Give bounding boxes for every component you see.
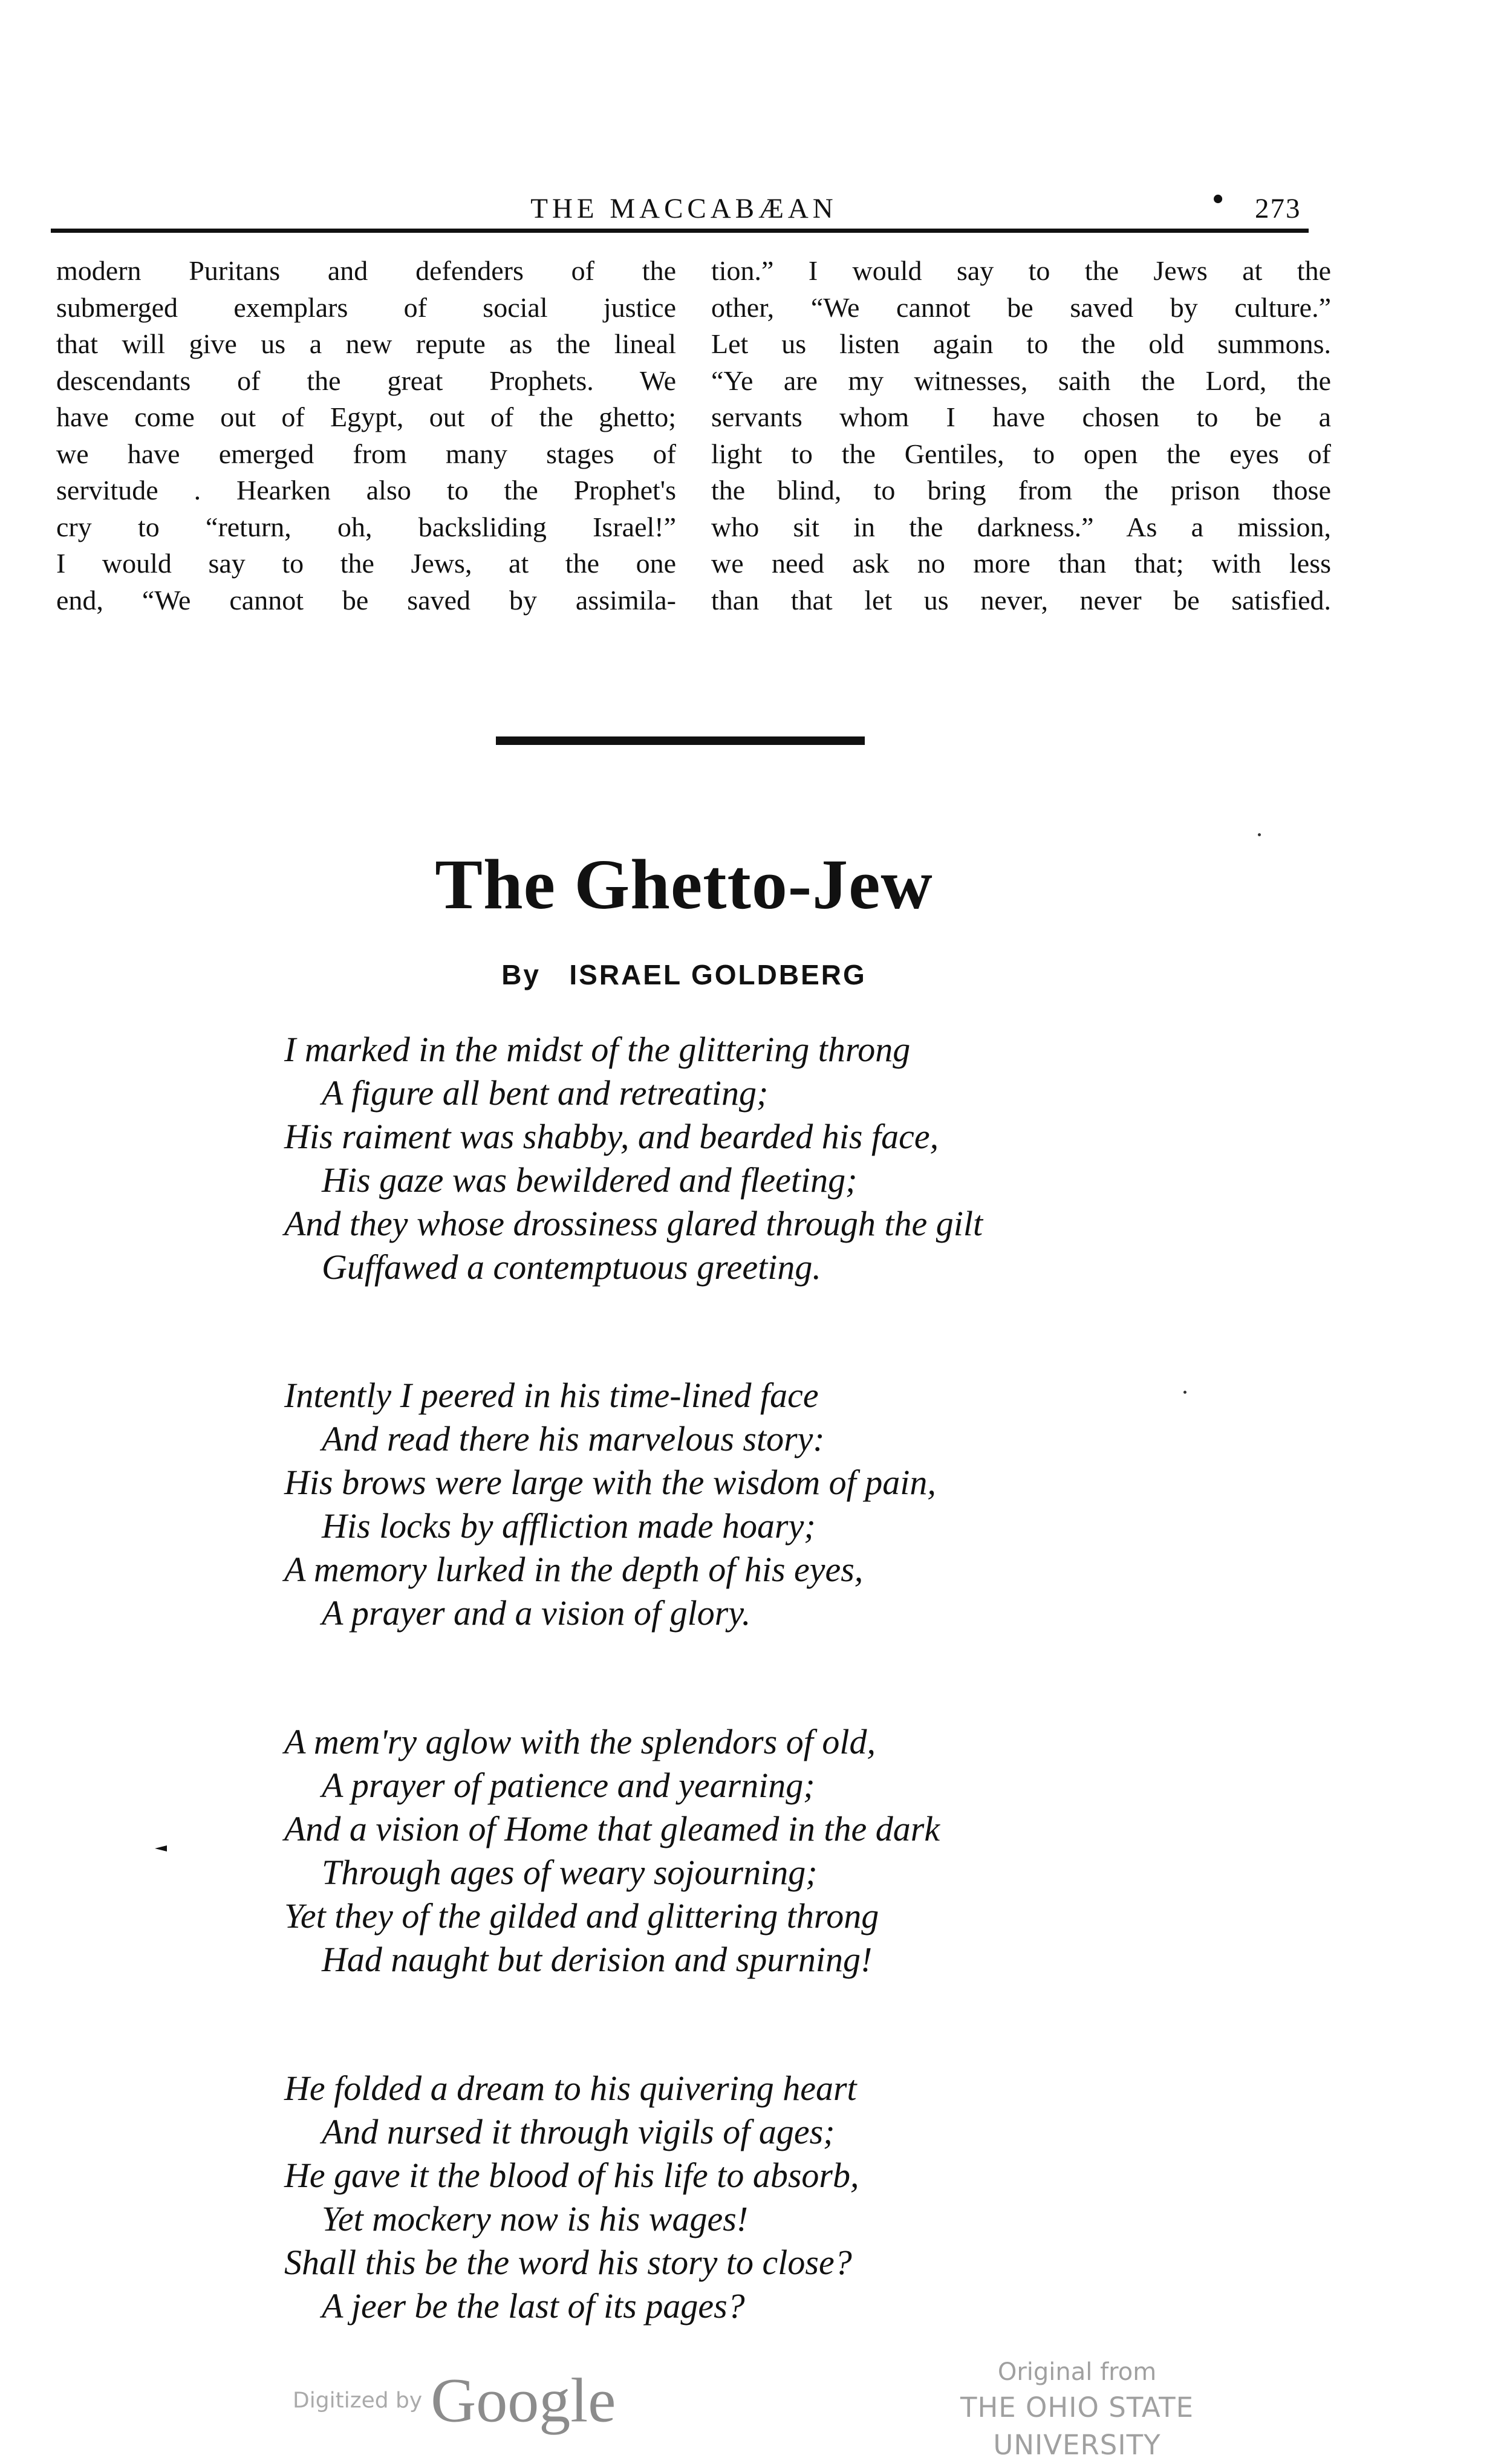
essay-line: I would say to the Jews, at the one [56,548,676,579]
poem-stanza [284,1028,983,1289]
verse-line: And read there his marvelous story: [322,1419,825,1458]
verse-line: Guffawed a contemptuous greeting. [322,1247,821,1287]
verse-line: Intently I peered in his time-lined face [284,1376,819,1415]
digitized-by-label: Digitized by [293,2388,423,2413]
verse-line: He folded a dream to his quivering heart [284,2069,857,2108]
poem-stanza [284,1720,940,1981]
verse-line: He gave it the blood of his life to absorb, [284,2156,859,2195]
verse-line: And nursed it through vigils of ages; [322,2112,835,2151]
poem-byline [0,958,1368,991]
verse-line: I marked in the midst of the glittering throng [284,1030,911,1069]
verse-line: His brows were large with the wisdom of pain, [284,1463,936,1502]
verse-line: A jeer be the last of its pages? [322,2286,745,2326]
verse-line: A prayer of patience and yearning; [322,1766,815,1805]
essay-line: that will give us a new repute as the lineal [56,328,676,359]
essay-line: submerged exemplars of social justice [56,291,676,323]
verse-line: Had naught but derision and spurning! [322,1940,873,1979]
essay-line: have come out of Egypt, out of the ghetto; [56,401,676,432]
essay-line: end, “We cannot be saved by assimila- [56,584,676,616]
verse-line: And a vision of Home that gleamed in the dark [284,1809,940,1848]
author-name: ISRAEL GOLDBERG [569,959,867,990]
byline-prefix: By [501,959,541,990]
essay-line: other, “We cannot be saved by culture.” [711,291,1331,323]
essay-line: we need ask no more than that; with less [711,548,1331,579]
journal-running-title: THE MACCABÆAN [530,193,838,224]
essay-line: Let us listen again to the old summons. [711,328,1331,359]
essay-line: the blind, to bring from the prison those [711,475,1331,505]
verse-line: Shall this be the word his story to close? [284,2243,852,2282]
poem-stanza [284,2067,859,2328]
essay-line: modern Puritans and defenders of the [56,255,676,286]
verse-line: A memory lurked in the depth of his eyes, [284,1550,864,1589]
essay-line: “Ye are my witnesses, saith the Lord, the [711,365,1331,396]
header-rule [51,229,1309,233]
source-institution: THE OHIO STATE UNIVERSITY [960,2391,1194,2461]
essay-line: descendants of the great Prophets. We [56,365,676,396]
print-speck [1258,833,1261,836]
essay-right-column [711,253,1331,619]
essay-line: servitude . Hearken also to the Prophet's [56,475,676,505]
original-from-watermark [880,2355,1274,2464]
section-divider [496,736,865,745]
margin-arrow-mark [155,1845,167,1851]
verse-line: And they whose drossiness glared through the gilt [284,1204,983,1243]
verse-line: Yet mockery now is his wages! [322,2199,749,2238]
google-logo: Google [431,2365,616,2436]
verse-line: Through ages of weary sojourning; [322,1853,818,1892]
essay-line: servants whom I have chosen to be a [711,401,1331,432]
essay-line: tion.” I would say to the Jews at the [711,255,1331,286]
essay-line: cry to “return, oh, backsliding Israel!” [56,511,676,542]
essay-line: than that let us never, never be satisfied. [711,584,1331,616]
verse-line: Yet they of the gilded and glittering throng [284,1896,879,1936]
essay-line: who sit in the darkness.” As a mission, [711,511,1331,542]
verse-line: His locks by affliction made hoary; [322,1506,816,1546]
original-from-label: Original from [997,2358,1157,2386]
verse-line: A mem'ry aglow with the splendors of old, [284,1722,876,1761]
poem-stanza [284,1374,936,1635]
verse-line: His raiment was shabby, and bearded his face, [284,1117,939,1156]
verse-line: A prayer and a vision of glory. [322,1593,751,1633]
ink-mark: • [1212,182,1224,216]
page-number: 273 [1255,193,1301,224]
poem-title: The Ghetto-Jew [435,845,933,924]
digitized-by-watermark [293,2365,616,2437]
essay-left-column [56,253,676,619]
print-speck [1183,1391,1186,1394]
verse-line: A figure all bent and retreating; [322,1073,769,1113]
essay-line: light to the Gentiles, to open the eyes of [711,438,1331,469]
verse-line: His gaze was bewildered and fleeting; [322,1160,858,1200]
essay-line: we have emerged from many stages of [56,438,676,469]
